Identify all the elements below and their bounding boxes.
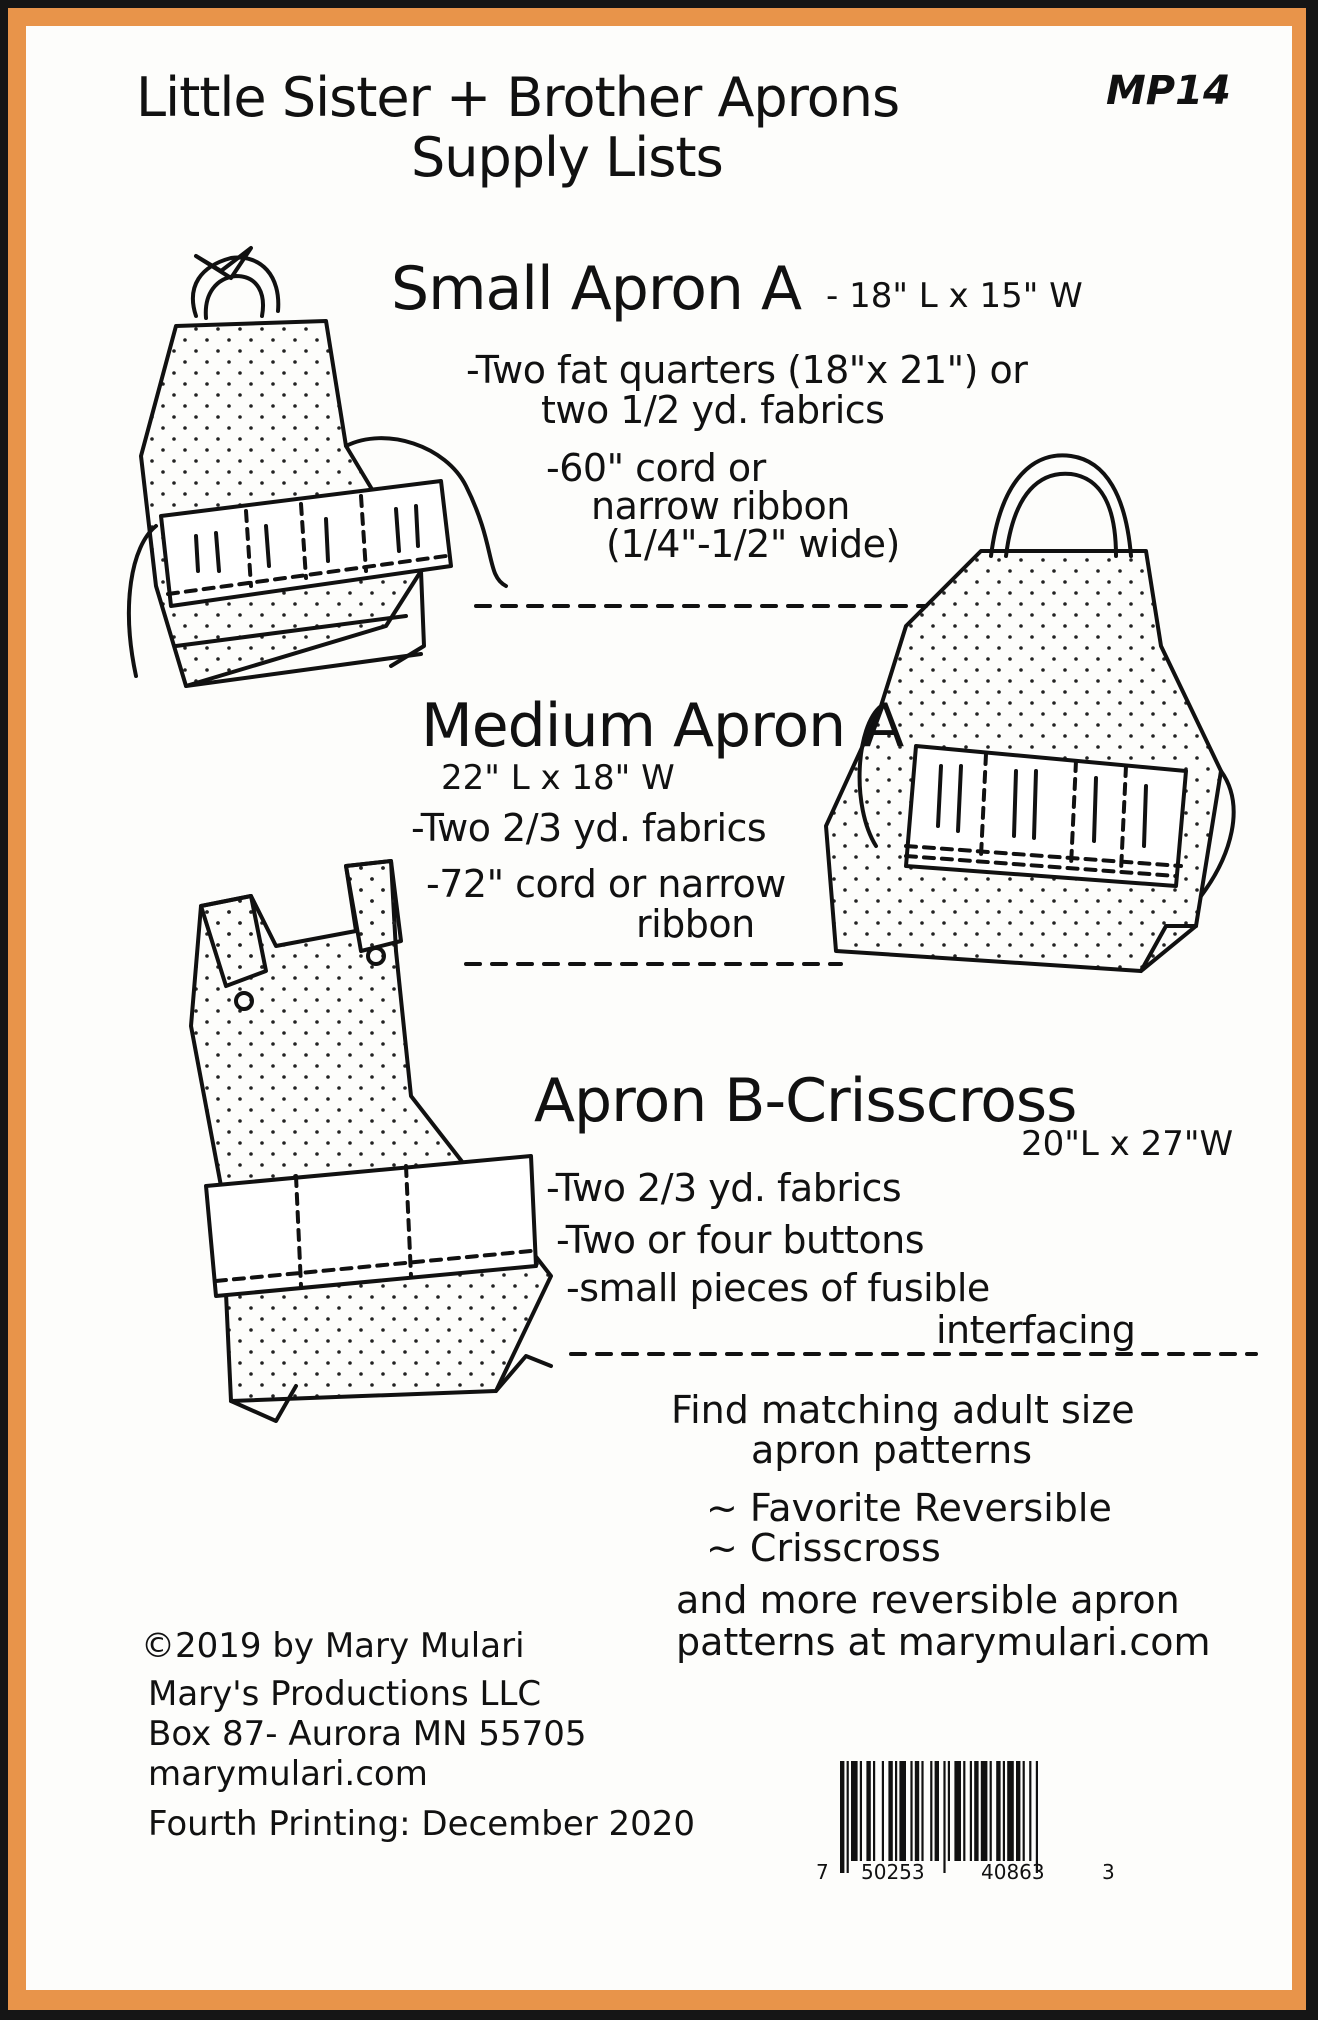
barcode-digit-left: 7 [816, 1860, 829, 1884]
barcode-bar [990, 1761, 992, 1861]
barcode-bar [943, 1761, 945, 1873]
barcode-bar [866, 1761, 870, 1861]
barcode-bar [840, 1761, 844, 1873]
barcode-bar [930, 1761, 932, 1861]
barcode-bar [1029, 1761, 1031, 1861]
promo-line: patterns at marymulari.com [676, 1620, 1211, 1664]
promo-line: apron patterns [751, 1428, 1033, 1472]
barcode-bar [895, 1761, 897, 1861]
barcode-bar [910, 1761, 912, 1861]
barcode-bar [954, 1761, 961, 1861]
barcode-bar [915, 1761, 919, 1861]
barcode-group-2: 40863 [981, 1860, 1045, 1884]
crisscross-apron-dimensions: 20"L x 27"W [1021, 1124, 1234, 1164]
company-address: Box 87- Aurora MN 55705 [148, 1714, 587, 1754]
barcode-bar [970, 1761, 972, 1861]
medium-apron-item: -72" cord or narrow [426, 862, 786, 906]
small-apron-item: -60" cord or [546, 446, 766, 490]
barcode-bar [921, 1761, 923, 1861]
medium-apron-dimensions: 22" L x 18" W [441, 758, 675, 798]
barcode-bar [1036, 1761, 1038, 1873]
printing-date: Fourth Printing: December 2020 [148, 1804, 696, 1844]
promo-line: ~ Crisscross [706, 1526, 941, 1570]
barcode-bar [1016, 1761, 1020, 1861]
medium-apron-item: ribbon [636, 902, 755, 946]
barcode-bar [882, 1761, 884, 1861]
crisscross-apron-item: -Two 2/3 yd. fabrics [546, 1166, 902, 1210]
company-website: marymulari.com [148, 1754, 428, 1794]
promo-line: Find matching adult size [671, 1388, 1135, 1432]
barcode-bar [974, 1761, 978, 1861]
company-name: Mary's Productions LLC [148, 1674, 542, 1714]
barcode-bar [847, 1761, 849, 1873]
crisscross-apron-item: -Two or four buttons [556, 1218, 925, 1262]
copyright: ©2019 by Mary Mulari [141, 1626, 525, 1666]
small-apron-item: narrow ribbon [591, 484, 850, 528]
small-apron-item: (1/4"-1/2" wide) [606, 522, 900, 566]
barcode-digit-right: 3 [1102, 1860, 1115, 1884]
small-apron-item: two 1/2 yd. fabrics [541, 388, 885, 432]
barcode-bar [851, 1761, 858, 1861]
barcode-bar [873, 1761, 875, 1861]
small-apron-item: -Two fat quarters (18"x 21") or [466, 348, 1028, 392]
crisscross-apron-heading: Apron B-Crisscross [534, 1066, 1077, 1136]
pattern-back-cover [26, 26, 1292, 1990]
pattern-code: MP14 [1106, 68, 1231, 114]
crisscross-apron-item: interfacing [936, 1308, 1136, 1352]
barcode-bar [963, 1761, 965, 1861]
barcode-bar [860, 1761, 862, 1861]
medium-apron-item: -Two 2/3 yd. fabrics [411, 806, 767, 850]
barcode-bar [996, 1761, 1000, 1861]
medium-apron-heading: Medium Apron A [421, 691, 904, 761]
barcode-group-1: 50253 [861, 1860, 925, 1884]
barcode-bar [948, 1761, 950, 1861]
barcode-bar [981, 1761, 988, 1861]
promo-line: and more reversible apron [676, 1578, 1180, 1622]
barcode-bar [1007, 1761, 1014, 1861]
small-apron-heading: Small Apron A [391, 254, 802, 324]
promo-line: ~ Favorite Reversible [706, 1486, 1112, 1530]
small-apron-dimensions: - 18" L x 15" W [826, 276, 1083, 316]
barcode-bar [888, 1761, 892, 1861]
barcode-bar [899, 1761, 906, 1861]
page-title-line-1: Little Sister + Brother Aprons [136, 66, 900, 129]
page-title-line-2: Supply Lists [411, 126, 723, 189]
barcode-bar [935, 1761, 939, 1861]
crisscross-apron-item: -small pieces of fusible [566, 1266, 990, 1310]
barcode-bar [1003, 1761, 1005, 1861]
barcode-bar [1023, 1761, 1025, 1861]
crisscross-apron-drawing [191, 861, 551, 1421]
